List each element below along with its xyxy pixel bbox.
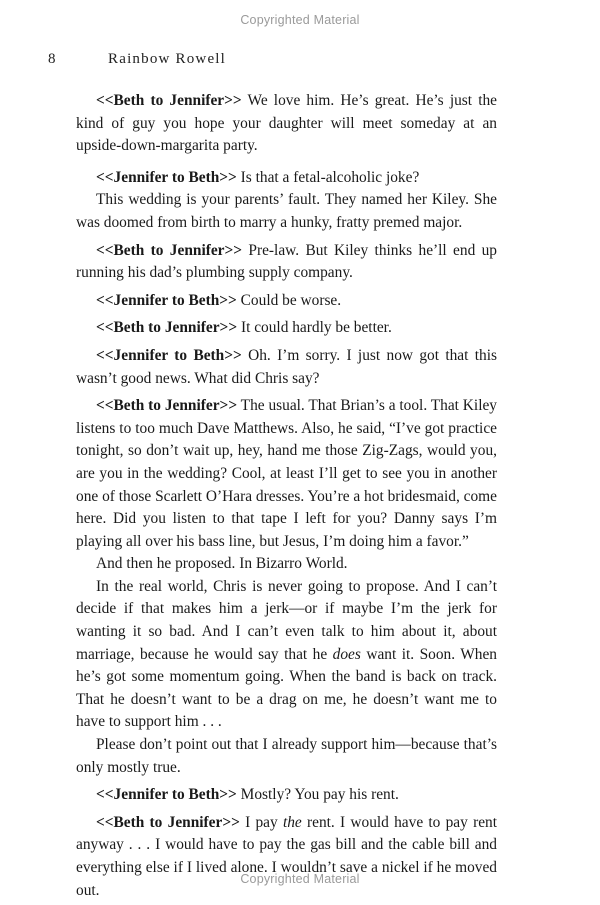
copyright-watermark-bottom: Copyrighted Material [240, 872, 360, 886]
author-name: Rainbow Rowell [108, 51, 227, 67]
emphasis: does [332, 645, 361, 663]
narrative-paragraph: In the real world, Chris is never going to propose. And I can’t decide if that makes him a jerk—or if maybe I’m the jerk for wanting it so bad. And I can’t even talk to him about it, about marriage, because he would say that he does want it. Soon. When he’s got some momentum going. When the band is back on track. That he doesn’t want to be a drag on me, he doesn’t want me to have to support him . . . [76, 577, 498, 731]
narrative-paragraph: And then he proposed. In Bizarro World. [96, 555, 348, 573]
page-number: 8 [48, 51, 57, 67]
email-paragraph: <<Jennifer to Beth>> Could be worse. [96, 291, 342, 309]
speaker-tag: <<Beth to Jennifer>> [96, 92, 242, 109]
speaker-tag: <<Beth to Jennifer>> [96, 813, 240, 831]
speaker-tag: <<Jennifer to Beth>> [96, 291, 237, 309]
email-paragraph: <<Beth to Jennifer>> I pay the rent. I would have to pay rent anyway . . . I would have to pay the gas bill and the cable bill and everything else if I lived alone. I wouldn’t save a nickel if he moved out. [76, 813, 498, 899]
page-body [76, 85, 497, 902]
emphasis: the [282, 813, 302, 831]
speaker-tag: <<Beth to Jennifer>> [96, 241, 243, 259]
speaker-tag: <<Beth to Jennifer>> [96, 319, 238, 337]
narrative-paragraph: This wedding is your parents’ fault. They named her Kiley. She was doomed from birth to marry a hunky, fratty premed major. [76, 191, 497, 231]
speaker-tag: <<Jennifer to Beth>> [96, 786, 237, 804]
email-paragraph: <<Beth to Jennifer>> Pre-law. But Kiley thinks he’ll end up running his dad’s plumbing supply company. [76, 241, 497, 282]
email-paragraph: <<Beth to Jennifer>> The usual. That Brian’s a tool. That Kiley listens to too much Dave Matthews. Also, he said, “I’ve got practice tonight, so don’t wait up, hey, hand me those Zig-Zags, would you, are you in the wedding? Cool, at least I’ll get to see you in another one of those Scarlett O’Hara dresses. You’re a hot bridesmaid, come here. Did you listen to that tape I left for you? Danny says I’m playing all over his bass line, but Jesus, I’m doing him a favor.” [76, 397, 497, 550]
speaker-tag: <<Jennifer to Beth>> [96, 168, 237, 186]
email-paragraph: <<Jennifer to Beth>> Oh. I’m sorry. I just now got that this wasn’t good news. What did Chris say? [76, 346, 497, 387]
email-paragraph: <<Jennifer to Beth>> Is that a fetal-alcoholic joke? [96, 168, 420, 186]
email-paragraph: <<Jennifer to Beth>> Mostly? You pay his rent. [96, 786, 399, 804]
speaker-tag: <<Beth to Jennifer>> [96, 397, 238, 415]
email-paragraph: <<Beth to Jennifer>> It could hardly be better. [96, 319, 392, 337]
email-paragraph: <<Beth to Jennifer>> We love him. He’s great. He’s just the kind of guy you hope your daughter will meet someday at an upside-down-margarita party. [76, 92, 497, 155]
running-header [48, 51, 568, 68]
speaker-tag: <<Jennifer to Beth>> [96, 346, 242, 364]
copyright-watermark-top: Copyrighted Material [240, 13, 360, 27]
narrative-paragraph: Please don’t point out that I already support him—because that’s only mostly true. [76, 736, 497, 776]
